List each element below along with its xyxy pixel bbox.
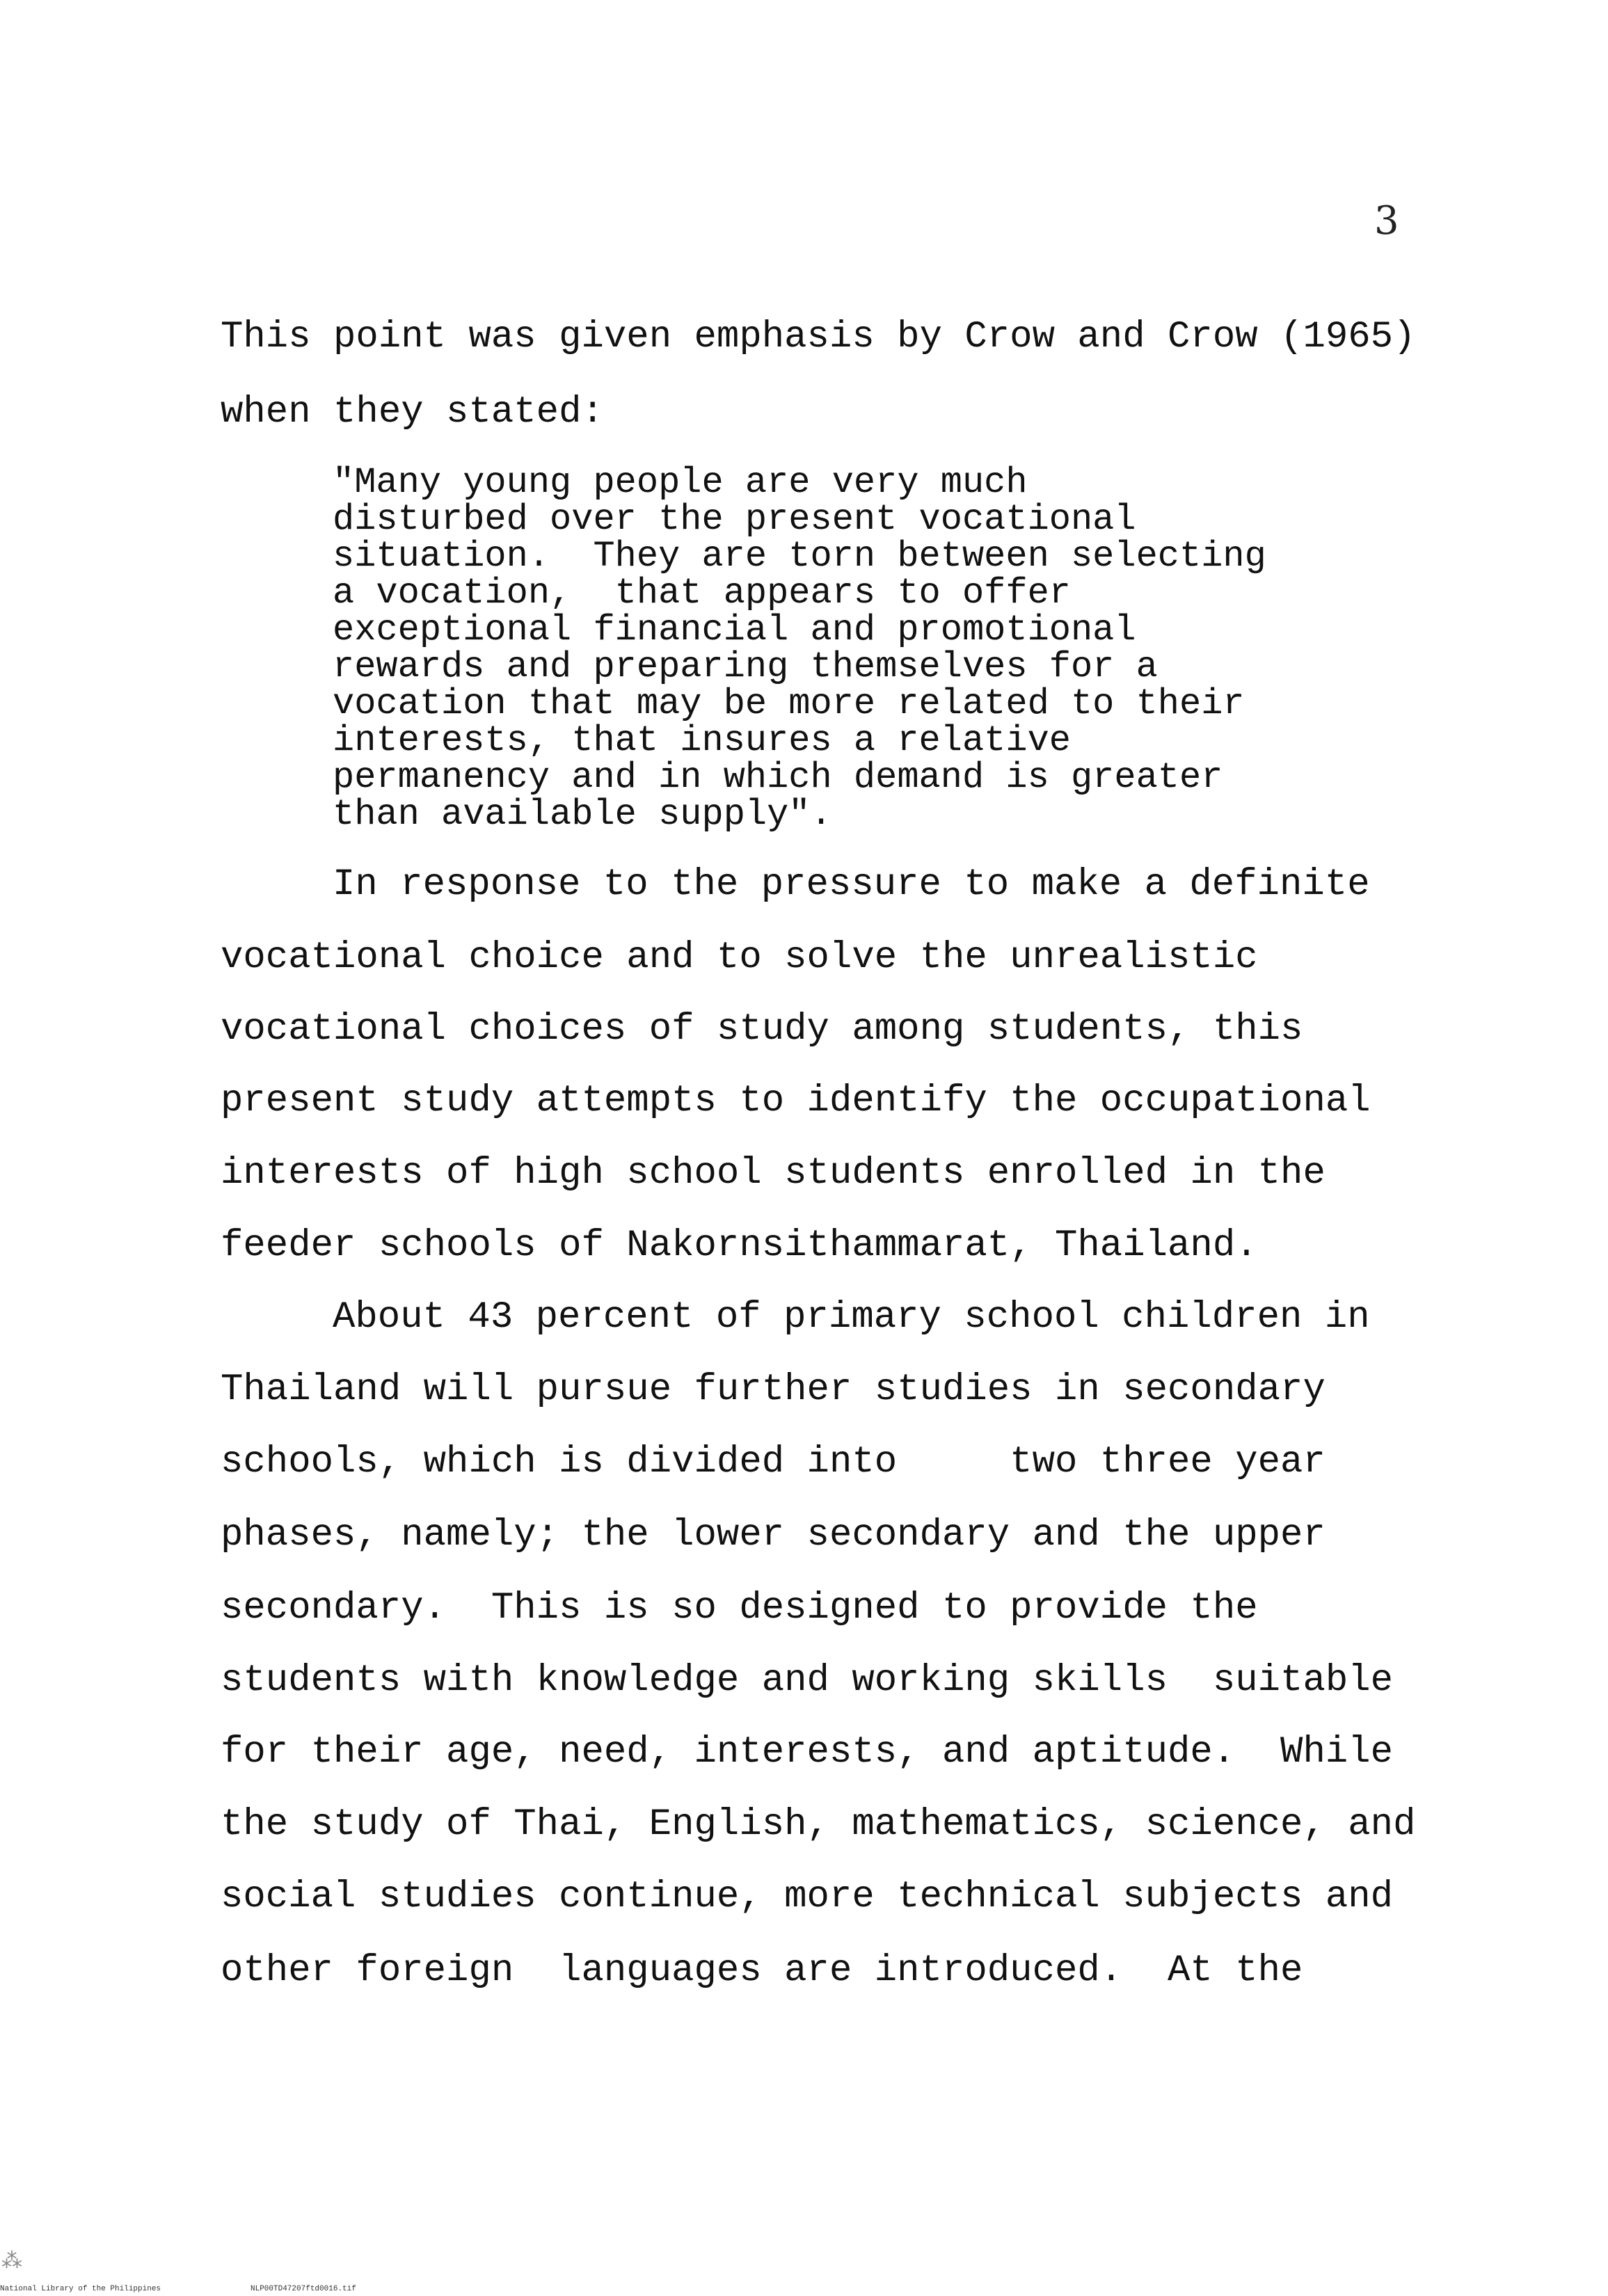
quote-line: disturbed over the present vocational <box>333 499 1136 540</box>
footer-library: National Library of the Philippines <box>0 2285 161 2293</box>
text-line: students with knowledge and working skills suitable <box>221 1659 1394 1702</box>
quote-line: rewards and preparing themselves for a <box>333 646 1158 687</box>
text-line: present study attempts to identify the occupational <box>221 1080 1371 1122</box>
quote-line: vocation that may be more related to their <box>333 683 1245 724</box>
quote-line: "Many young people are very much <box>333 462 1028 503</box>
text-line: vocational choice and to solve the unrealistic <box>221 936 1258 979</box>
quote-line: than available supply". <box>333 794 832 835</box>
text-line: This point was given emphasis by Crow and Crow (1965) <box>221 316 1416 358</box>
text-line: other foreign languages are introduced. At the <box>221 1950 1303 1992</box>
text-line: secondary. This is so designed to provide the <box>221 1587 1258 1629</box>
text-line: social studies continue, more technical subjects and <box>221 1876 1394 1918</box>
text-line: schools, which is divided into two three year <box>221 1441 1326 1483</box>
text-line: when they stated: <box>221 391 604 433</box>
text-line: About 43 percent of primary school children in <box>333 1296 1370 1339</box>
text-line: In response to the pressure to make a definite <box>333 863 1370 906</box>
text-line: phases, namely; the lower secondary and the upper <box>221 1514 1326 1556</box>
text-line: feeder schools of Nakornsithammarat, Thailand. <box>221 1225 1258 1267</box>
quote-line: a vocation, that appears to offer <box>333 573 1071 614</box>
scanner-logo-icon: ⁂ <box>1 2251 22 2274</box>
footer-filename: NLP00TD47207ftd0016.tif <box>250 2285 356 2293</box>
text-line: vocational choices of study among students, this <box>221 1008 1303 1051</box>
quote-line: situation. They are torn between selecting <box>333 536 1266 577</box>
quote-line: permanency and in which demand is greater <box>333 757 1223 798</box>
quote-line: exceptional financial and promotional <box>333 609 1136 651</box>
text-line: Thailand will pursue further studies in secondary <box>221 1369 1326 1411</box>
text-line: interests of high school students enrolled in the <box>221 1152 1326 1195</box>
text-line: for their age, need, interests, and aptitude. While <box>221 1731 1394 1773</box>
quote-line: interests, that insures a relative <box>333 720 1071 761</box>
page-number: 3 <box>1374 198 1399 244</box>
text-line: the study of Thai, English, mathematics, science, and <box>221 1803 1416 1846</box>
